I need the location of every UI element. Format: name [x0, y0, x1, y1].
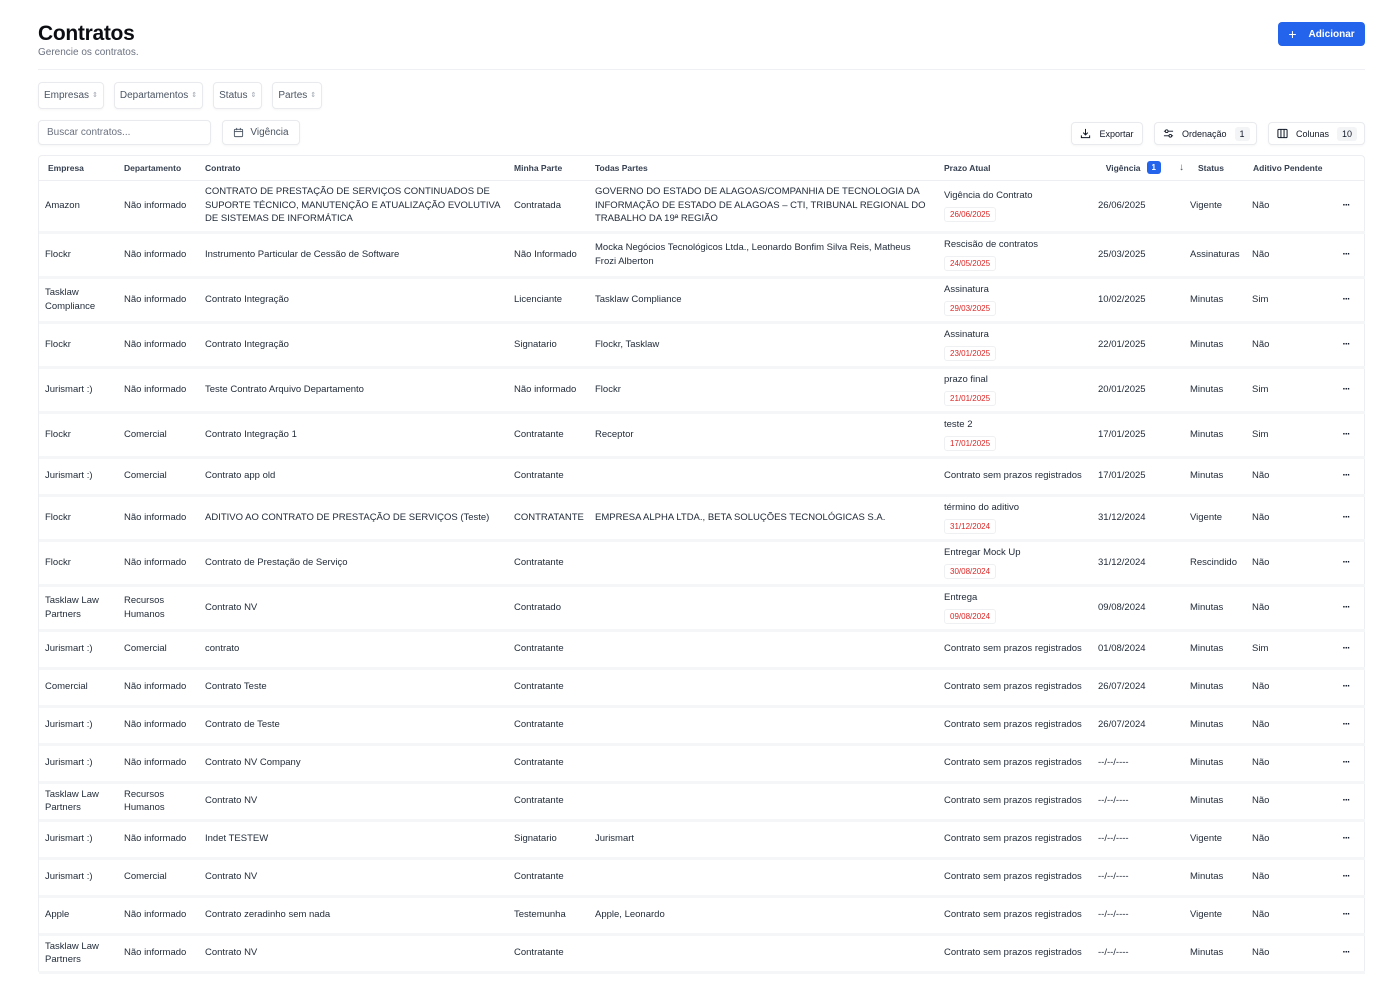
cell-contrato[interactable]: Contrato Teste: [199, 668, 508, 706]
cell-contrato[interactable]: ADITIVO AO CONTRATO DE PRESTAÇÃO DE SERVIÇOS (Teste): [199, 495, 508, 540]
cell-todas-partes: Tasklaw Compliance: [589, 277, 938, 322]
cell-departamento: Não informado: [118, 232, 199, 277]
cell-departamento: Não informado: [118, 180, 199, 232]
cell-contrato[interactable]: Contrato Integração: [199, 322, 508, 367]
cell-status: Minutas: [1184, 744, 1247, 782]
row-actions-more-icon[interactable]: ···: [1327, 934, 1365, 972]
cell-todas-partes: Apple, Leonardo: [589, 896, 938, 934]
cell-minha-parte: Não Informado: [508, 232, 589, 277]
cell-status: Minutas: [1184, 412, 1247, 457]
vigencia-header-label: Vigência: [1105, 162, 1141, 173]
cell-departamento: Não informado: [118, 706, 199, 744]
cell-aditivo-pendente: Não: [1247, 322, 1327, 367]
deadline-date-badge: 17/01/2025: [944, 436, 996, 451]
row-actions-more-icon[interactable]: ···: [1327, 630, 1365, 668]
row-actions-more-icon[interactable]: ···: [1327, 412, 1365, 457]
cell-todas-partes: GOVERNO DO ESTADO DE ALAGOAS/COMPANHIA DE TECNOLOGIA DA INFORMAÇÃO DE ESTADO DE ALAGOAS – CTI, TRIBUNAL REGIONAL DO TRABALHO DA 19ª REGIÃO: [589, 180, 938, 232]
cell-vigencia: 20/01/2025: [1088, 367, 1184, 412]
cell-departamento: Não informado: [118, 744, 199, 782]
filter-partes[interactable]: [272, 82, 322, 109]
filter-departamentos[interactable]: [114, 82, 203, 109]
cell-vigencia: 01/08/2024: [1088, 630, 1184, 668]
cell-empresa: Flockr: [39, 495, 118, 540]
cell-empresa: Amazon: [39, 180, 118, 232]
cell-todas-partes: [589, 668, 938, 706]
cell-minha-parte: Contratante: [508, 540, 589, 585]
table-row[interactable]: [39, 630, 1365, 668]
cell-empresa: Flockr: [39, 412, 118, 457]
table-row[interactable]: [39, 668, 1365, 706]
deadline-date-badge: 26/06/2025: [944, 207, 996, 222]
download-icon: [1080, 128, 1091, 139]
columns-icon: [1277, 128, 1288, 139]
cell-empresa: Tasklaw Law Partners: [39, 585, 118, 630]
table-row[interactable]: [39, 896, 1365, 934]
cell-todas-partes: EMPRESA ALPHA LTDA., BETA SOLUÇÕES TECNOLÓGICAS S.A.: [589, 495, 938, 540]
table-row[interactable]: [39, 540, 1365, 585]
cell-departamento: Comercial: [118, 412, 199, 457]
deadline-date-badge: 29/03/2025: [944, 301, 996, 316]
deadline-label: Contrato sem prazos registrados: [944, 871, 1082, 883]
vigencia-filter-label: Vigência: [250, 127, 289, 138]
deadline-label: Contrato sem prazos registrados: [944, 757, 1082, 769]
cell-prazo-atual: [938, 277, 1088, 322]
row-actions-more-icon[interactable]: ···: [1327, 858, 1365, 896]
cell-departamento: Não informado: [118, 540, 199, 585]
arrow-down-icon[interactable]: ↓: [1179, 162, 1184, 174]
cell-prazo-atual: [938, 457, 1088, 495]
deadline-label: Assinatura: [944, 284, 989, 296]
vigencia-date-filter[interactable]: [222, 120, 300, 145]
row-actions-more-icon[interactable]: ···: [1327, 232, 1365, 277]
row-actions-more-icon[interactable]: ···: [1327, 820, 1365, 858]
cell-empresa: Jurismart :): [39, 706, 118, 744]
cell-vigencia: --/--/----: [1088, 858, 1184, 896]
col-header-empresa[interactable]: Empresa: [39, 156, 118, 180]
cell-aditivo-pendente: Não: [1247, 457, 1327, 495]
cell-departamento: Comercial: [118, 457, 199, 495]
cell-aditivo-pendente: Não: [1247, 585, 1327, 630]
page-title: Contratos: [38, 22, 135, 45]
chevron-updown-icon: ⇕: [310, 92, 317, 99]
cell-empresa: Comercial: [39, 668, 118, 706]
cell-vigencia: 31/12/2024: [1088, 540, 1184, 585]
sort-order-badge: 1: [1147, 161, 1161, 174]
cell-aditivo-pendente: Não: [1247, 744, 1327, 782]
cell-aditivo-pendente: Não: [1247, 858, 1327, 896]
table-row[interactable]: [39, 277, 1365, 322]
deadline-date-badge: 09/08/2024: [944, 609, 996, 624]
sort-count-badge: 1: [1235, 127, 1250, 141]
cell-contrato[interactable]: CONTRATO DE PRESTAÇÃO DE SERVIÇOS CONTINUADOS DE SUPORTE TÉCNICO, MANUTENÇÃO E ATUALIZAÇÃO EVOLUTIVA DE SISTEMAS DE INFORMÁTICA: [199, 180, 508, 232]
filter-label: Status: [219, 90, 248, 101]
filter-status[interactable]: [213, 82, 262, 109]
col-header-aditivo-pendente[interactable]: Aditivo Pendente: [1247, 156, 1365, 180]
cell-empresa: Jurismart :): [39, 858, 118, 896]
sort-label: Ordenação: [1182, 128, 1227, 139]
export-label: Exportar: [1099, 128, 1134, 139]
cell-prazo-atual: [938, 232, 1088, 277]
cell-minha-parte: Contratante: [508, 668, 589, 706]
cell-status: Minutas: [1184, 668, 1247, 706]
cell-empresa: Jurismart :): [39, 367, 118, 412]
cell-empresa: Apple: [39, 896, 118, 934]
contracts-page: [38, 0, 1365, 965]
deadline-label: Vigência do Contrato: [944, 190, 1033, 202]
row-actions-more-icon[interactable]: ···: [1327, 367, 1365, 412]
cell-departamento: Não informado: [118, 322, 199, 367]
col-header-status[interactable]: Status: [1184, 156, 1247, 180]
cell-vigencia: 26/07/2024: [1088, 668, 1184, 706]
cell-aditivo-pendente: Não: [1247, 706, 1327, 744]
deadline-date-badge: 21/01/2025: [944, 391, 996, 406]
deadline-date-badge: 23/01/2025: [944, 346, 996, 361]
cell-status: Vigente: [1184, 180, 1247, 232]
cell-departamento: Não informado: [118, 367, 199, 412]
deadline-label: Contrato sem prazos registrados: [944, 719, 1082, 731]
cell-vigencia: 25/03/2025: [1088, 232, 1184, 277]
deadline-label: Entregar Mock Up: [944, 547, 1021, 559]
cell-prazo-atual: [938, 540, 1088, 585]
cell-status: Minutas: [1184, 934, 1247, 972]
table-row[interactable]: [39, 180, 1365, 232]
cell-contrato[interactable]: Contrato Integração 1: [199, 412, 508, 457]
table-row[interactable]: [39, 934, 1365, 972]
col-header-vigencia[interactable]: [1088, 156, 1184, 180]
cell-departamento: Comercial: [118, 630, 199, 668]
cell-contrato[interactable]: Contrato NV: [199, 585, 508, 630]
deadline-label: Contrato sem prazos registrados: [944, 909, 1082, 921]
filter-empresas[interactable]: [38, 82, 104, 109]
search-input[interactable]: [38, 120, 211, 145]
cell-prazo-atual: [938, 706, 1088, 744]
cell-empresa: Tasklaw Compliance: [39, 277, 118, 322]
cell-aditivo-pendente: Não: [1247, 180, 1327, 232]
search-toolbar: [38, 120, 1365, 145]
cell-departamento: Recursos Humanos: [118, 585, 199, 630]
chevron-updown-icon: ⇕: [191, 92, 198, 99]
deadline-label: Contrato sem prazos registrados: [944, 833, 1082, 845]
cell-vigencia: 26/06/2025: [1088, 180, 1184, 232]
columns-button[interactable]: [1268, 122, 1365, 145]
cell-empresa: Tasklaw Law Partners: [39, 934, 118, 972]
cell-minha-parte: Testemunha: [508, 896, 589, 934]
cell-minha-parte: Contratante: [508, 457, 589, 495]
col-header-contrato[interactable]: Contrato: [199, 156, 508, 180]
cell-status: Minutas: [1184, 457, 1247, 495]
cell-prazo-atual: [938, 820, 1088, 858]
cell-status: Vigente: [1184, 896, 1247, 934]
cell-prazo-atual: [938, 495, 1088, 540]
add-button-label: Adicionar: [1308, 28, 1355, 40]
cell-empresa: Tasklaw Law Partners: [39, 782, 118, 820]
cell-minha-parte: Contratante: [508, 630, 589, 668]
cell-vigencia: --/--/----: [1088, 782, 1184, 820]
calendar-icon: [233, 127, 244, 138]
table-row[interactable]: [39, 820, 1365, 858]
table-row[interactable]: [39, 457, 1365, 495]
cell-todas-partes: Flockr, Tasklaw: [589, 322, 938, 367]
cell-prazo-atual: [938, 322, 1088, 367]
cell-prazo-atual: [938, 630, 1088, 668]
cell-prazo-atual: [938, 782, 1088, 820]
cell-status: Vigente: [1184, 820, 1247, 858]
cell-aditivo-pendente: Não: [1247, 668, 1327, 706]
cell-departamento: Recursos Humanos: [118, 782, 199, 820]
cell-contrato[interactable]: Contrato NV Company: [199, 744, 508, 782]
cell-contrato[interactable]: Contrato NV: [199, 858, 508, 896]
cell-contrato[interactable]: Contrato de Teste: [199, 706, 508, 744]
table-row[interactable]: [39, 782, 1365, 820]
col-header-minha-parte[interactable]: Minha Parte: [508, 156, 589, 180]
row-actions-more-icon[interactable]: ···: [1327, 744, 1365, 782]
cell-status: Minutas: [1184, 585, 1247, 630]
cell-prazo-atual: [938, 180, 1088, 232]
cell-vigencia: --/--/----: [1088, 896, 1184, 934]
chevron-updown-icon: ⇕: [92, 92, 98, 99]
cell-contrato[interactable]: Instrumento Particular de Cessão de Software: [199, 232, 508, 277]
row-actions-more-icon[interactable]: ···: [1327, 457, 1365, 495]
table-row[interactable]: [39, 585, 1365, 630]
cell-minha-parte: Contratada: [508, 180, 589, 232]
cell-status: Minutas: [1184, 367, 1247, 412]
cell-vigencia: 09/08/2024: [1088, 585, 1184, 630]
cell-todas-partes: [589, 744, 938, 782]
cell-aditivo-pendente: Não: [1247, 540, 1327, 585]
cell-empresa: Flockr: [39, 232, 118, 277]
cell-empresa: Flockr: [39, 540, 118, 585]
cell-minha-parte: Signatario: [508, 820, 589, 858]
deadline-date-badge: 30/08/2024: [944, 564, 996, 579]
row-actions-more-icon[interactable]: ···: [1327, 668, 1365, 706]
filter-label: Departamentos: [119, 90, 189, 101]
cell-empresa: Jurismart :): [39, 820, 118, 858]
cell-todas-partes: [589, 540, 938, 585]
columns-label: Colunas: [1296, 128, 1330, 139]
cell-empresa: Flockr: [39, 322, 118, 367]
deadline-label: término do aditivo: [944, 502, 1019, 514]
cell-prazo-atual: [938, 858, 1088, 896]
table-row[interactable]: [39, 367, 1365, 412]
cell-aditivo-pendente: Não: [1247, 495, 1327, 540]
cell-status: Minutas: [1184, 858, 1247, 896]
row-actions-more-icon[interactable]: ···: [1327, 495, 1365, 540]
cell-aditivo-pendente: Sim: [1247, 630, 1327, 668]
cell-status: Rescindido: [1184, 540, 1247, 585]
sort-button[interactable]: [1154, 122, 1257, 145]
deadline-label: prazo final: [944, 374, 988, 386]
table-body: [39, 180, 1365, 972]
cell-departamento: Não informado: [118, 277, 199, 322]
cell-vigencia: --/--/----: [1088, 744, 1184, 782]
row-actions-more-icon[interactable]: ···: [1327, 180, 1365, 232]
row-actions-more-icon[interactable]: ···: [1327, 782, 1365, 820]
cell-prazo-atual: [938, 934, 1088, 972]
cell-minha-parte: Contratante: [508, 706, 589, 744]
cell-contrato[interactable]: Contrato NV: [199, 782, 508, 820]
cell-minha-parte: Contratante: [508, 744, 589, 782]
cell-contrato[interactable]: Contrato Integração: [199, 277, 508, 322]
table-row[interactable]: [39, 412, 1365, 457]
deadline-date-badge: 31/12/2024: [944, 519, 996, 534]
deadline-label: Contrato sem prazos registrados: [944, 681, 1082, 693]
row-actions-more-icon[interactable]: ···: [1327, 540, 1365, 585]
deadline-label: Contrato sem prazos registrados: [944, 470, 1082, 482]
cell-departamento: Não informado: [118, 934, 199, 972]
cell-aditivo-pendente: Não: [1247, 820, 1327, 858]
cell-vigencia: 26/07/2024: [1088, 706, 1184, 744]
export-button[interactable]: [1071, 122, 1143, 145]
row-actions-more-icon[interactable]: ···: [1327, 322, 1365, 367]
cell-prazo-atual: [938, 744, 1088, 782]
deadline-date-badge: 24/05/2025: [944, 256, 996, 271]
add-contract-button[interactable]: [1278, 22, 1365, 46]
cell-contrato[interactable]: Teste Contrato Arquivo Departamento: [199, 367, 508, 412]
cell-status: Minutas: [1184, 322, 1247, 367]
table-row[interactable]: [39, 322, 1365, 367]
cell-aditivo-pendente: Sim: [1247, 277, 1327, 322]
cell-todas-partes: [589, 706, 938, 744]
cell-minha-parte: Contratante: [508, 782, 589, 820]
cell-minha-parte: CONTRATANTE: [508, 495, 589, 540]
table-row[interactable]: [39, 706, 1365, 744]
table-row[interactable]: [39, 232, 1365, 277]
cell-vigencia: --/--/----: [1088, 820, 1184, 858]
row-actions-more-icon[interactable]: ···: [1327, 896, 1365, 934]
cell-departamento: Não informado: [118, 820, 199, 858]
cell-vigencia: 31/12/2024: [1088, 495, 1184, 540]
cell-departamento: Não informado: [118, 896, 199, 934]
cell-minha-parte: Contratado: [508, 585, 589, 630]
cell-departamento: Não informado: [118, 495, 199, 540]
row-actions-more-icon[interactable]: ···: [1327, 706, 1365, 744]
cell-minha-parte: Contratante: [508, 858, 589, 896]
table-header-row: [39, 156, 1365, 180]
cell-prazo-atual: [938, 896, 1088, 934]
cell-todas-partes: [589, 934, 938, 972]
cell-minha-parte: Contratante: [508, 412, 589, 457]
filter-bar: [38, 82, 322, 109]
cell-departamento: Não informado: [118, 668, 199, 706]
table-row[interactable]: [39, 495, 1365, 540]
cell-aditivo-pendente: Não: [1247, 896, 1327, 934]
cell-contrato[interactable]: Contrato NV: [199, 934, 508, 972]
deadline-label: Contrato sem prazos registrados: [944, 947, 1082, 959]
cell-aditivo-pendente: Sim: [1247, 367, 1327, 412]
cell-minha-parte: Signatario: [508, 322, 589, 367]
cell-aditivo-pendente: Sim: [1247, 412, 1327, 457]
deadline-label: Entrega: [944, 592, 978, 604]
cell-minha-parte: Não informado: [508, 367, 589, 412]
cell-status: Minutas: [1184, 630, 1247, 668]
deadline-label: Contrato sem prazos registrados: [944, 643, 1082, 655]
cell-todas-partes: Flockr: [589, 367, 938, 412]
row-actions-more-icon[interactable]: ···: [1327, 585, 1365, 630]
cell-contrato[interactable]: Contrato de Prestação de Serviço: [199, 540, 508, 585]
cell-contrato[interactable]: Indet TESTEW: [199, 820, 508, 858]
cell-aditivo-pendente: Não: [1247, 934, 1327, 972]
cell-todas-partes: [589, 630, 938, 668]
cell-todas-partes: Receptor: [589, 412, 938, 457]
cell-aditivo-pendente: Não: [1247, 782, 1327, 820]
cell-prazo-atual: [938, 412, 1088, 457]
cell-empresa: Jurismart :): [39, 744, 118, 782]
cell-status: Minutas: [1184, 277, 1247, 322]
cell-vigencia: 10/02/2025: [1088, 277, 1184, 322]
cell-vigencia: 22/01/2025: [1088, 322, 1184, 367]
cell-vigencia: 17/01/2025: [1088, 457, 1184, 495]
filter-label: Empresas: [44, 90, 90, 101]
table-row[interactable]: [39, 744, 1365, 782]
cell-departamento: Comercial: [118, 858, 199, 896]
cell-prazo-atual: [938, 585, 1088, 630]
cell-todas-partes: [589, 585, 938, 630]
cell-status: Vigente: [1184, 495, 1247, 540]
cell-prazo-atual: [938, 367, 1088, 412]
contracts-table: [38, 155, 1365, 974]
cell-status: Minutas: [1184, 782, 1247, 820]
table-row[interactable]: [39, 858, 1365, 896]
plus-icon: +: [1288, 26, 1297, 42]
cell-contrato[interactable]: Contrato zeradinho sem nada: [199, 896, 508, 934]
page-header: [38, 0, 1365, 70]
col-header-prazo-atual[interactable]: Prazo Atual: [938, 156, 1088, 180]
page-subtitle: Gerencie os contratos.: [38, 47, 139, 58]
row-actions-more-icon[interactable]: ···: [1327, 277, 1365, 322]
cell-todas-partes: [589, 457, 938, 495]
deadline-label: Contrato sem prazos registrados: [944, 795, 1082, 807]
cell-empresa: Jurismart :): [39, 457, 118, 495]
col-header-todas-partes[interactable]: Todas Partes: [589, 156, 938, 180]
cell-vigencia: 17/01/2025: [1088, 412, 1184, 457]
filter-label: Partes: [278, 90, 308, 101]
cell-minha-parte: Licenciante: [508, 277, 589, 322]
deadline-label: Assinatura: [944, 329, 989, 341]
cell-contrato[interactable]: contrato: [199, 630, 508, 668]
cell-status: Assinaturas: [1184, 232, 1247, 277]
cell-todas-partes: Jurismart: [589, 820, 938, 858]
col-header-departamento[interactable]: Departamento: [118, 156, 199, 180]
cell-aditivo-pendente: Não: [1247, 232, 1327, 277]
cell-minha-parte: Contratante: [508, 934, 589, 972]
deadline-label: teste 2: [944, 419, 973, 431]
chevron-updown-icon: ⇕: [250, 92, 257, 99]
sliders-icon: [1163, 128, 1174, 139]
deadline-label: Rescisão de contratos: [944, 239, 1038, 251]
cell-todas-partes: [589, 858, 938, 896]
cell-todas-partes: Mocka Negócios Tecnológicos Ltda., Leonardo Bonfim Silva Reis, Matheus Frozi Alberton: [589, 232, 938, 277]
cell-prazo-atual: [938, 668, 1088, 706]
cell-empresa: Jurismart :): [39, 630, 118, 668]
cell-todas-partes: [589, 782, 938, 820]
cell-status: Minutas: [1184, 706, 1247, 744]
cell-vigencia: --/--/----: [1088, 934, 1184, 972]
columns-count-badge: 10: [1337, 127, 1357, 141]
cell-contrato[interactable]: Contrato app old: [199, 457, 508, 495]
